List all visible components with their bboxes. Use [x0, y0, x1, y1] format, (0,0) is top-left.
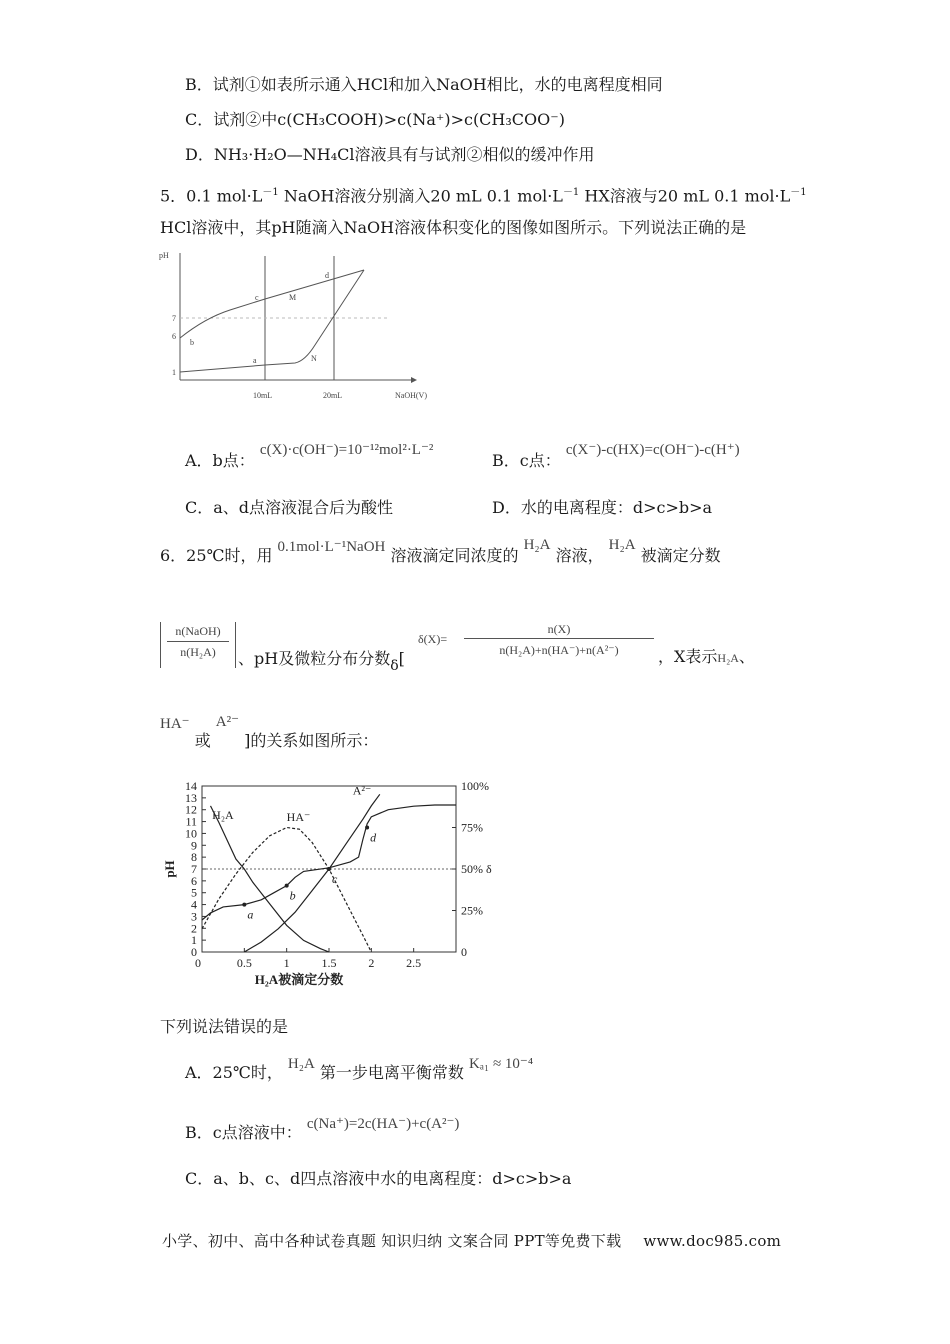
q6-ha: HA⁻: [160, 716, 190, 732]
chart-y-tick-0: 0: [191, 945, 197, 959]
chart-y-tick-10: 10: [185, 826, 197, 841]
chart-point-label-c: c: [332, 872, 338, 886]
graph1-point-d: d: [325, 271, 329, 280]
q5-stem-line2: HCl溶液中，其pH随滴入NaOH溶液体积变化的图像如图所示。下列说法正确的是: [160, 218, 747, 237]
q4-option-b: B．试剂①如表所示通入HCl和加入NaOH相比，水的电离程度相同: [185, 75, 663, 94]
q6-option-b-label: B．c点溶液中：: [185, 1123, 302, 1142]
chart-point-label-d: d: [370, 830, 377, 845]
q6-distribution-chart: [160, 772, 500, 992]
q6-option-a: [185, 1056, 534, 1085]
q5-stem-part3: HX溶液与20 mL 0.1 mol·L: [579, 186, 791, 206]
q6-stem-line3: [160, 714, 379, 750]
chart-series-2: [202, 828, 371, 953]
chart-right-tick-4: 100%: [461, 779, 489, 793]
chart-series-0: [202, 805, 456, 920]
q6-or: 或: [194, 731, 211, 750]
q6-wrong-prompt: 下列说法错误的是: [160, 1017, 289, 1036]
q6-delta-symbol: δ: [390, 658, 399, 674]
chart-point-label-a: a: [247, 907, 254, 922]
q5-option-b-math: c(X⁻)-c(HX)=c(OH⁻)-c(H⁺): [565, 442, 740, 458]
q6-option-b-math: c(Na⁺)=2c(HA⁻)+c(A²⁻): [306, 1116, 460, 1132]
q5-sup-1: －1: [262, 187, 279, 198]
q6-delta-fraction: [464, 620, 654, 661]
q6-option-a-h2a: H₂A: [287, 1056, 315, 1072]
chart-right-tick-0: 0: [461, 945, 467, 959]
q5-option-d: D．水的电离程度：d>c>b>a: [492, 498, 713, 517]
chart-point-label-b: b: [289, 888, 296, 903]
q6-option-a-label: A．25℃时，: [185, 1063, 283, 1082]
graph1-x-tick-20ml: 20mL: [323, 391, 343, 400]
page-footer: [162, 1230, 781, 1251]
q6-delta-formula: [418, 620, 654, 668]
q5-titration-graph: [155, 248, 455, 403]
chart-right-tick-2: 50% δ: [461, 862, 492, 876]
q6-stem-part6: ，X表示: [658, 647, 718, 666]
chart-point-c: [327, 867, 331, 871]
graph1-y-tick-1: 1: [172, 368, 176, 377]
chart-point-d: [365, 826, 369, 830]
q6-option-c: C．a、b、c、d四点溶液中水的电离程度：d>c>b>a: [185, 1169, 572, 1188]
q6-open-bracket: [: [398, 649, 405, 668]
chart-right-tick-3: 75%: [461, 820, 483, 835]
q6-stem-part1: 6．25℃时，用: [160, 546, 273, 565]
chart-y-tick-14: 14: [185, 779, 197, 793]
chart-y-tick-13: 13: [185, 790, 197, 805]
q6-stem-part5: 、pH及微粒分布分数: [238, 649, 391, 668]
q5-stem-line1: [160, 182, 807, 207]
chart-y-tick-6: 6: [191, 873, 197, 888]
q6-option-b: [185, 1116, 460, 1145]
q6-a2: A²⁻: [215, 714, 240, 730]
q6-delta-lhs: δ(X)=: [418, 632, 448, 646]
graph1-y-tick-7: 7: [172, 314, 176, 323]
chart-x-tick-1: 1: [283, 956, 290, 970]
chart-series-1: [211, 806, 330, 952]
q5-option-b-label: B．c点：: [492, 451, 561, 470]
chart-series-label-h2a: H₂A: [212, 808, 234, 823]
q5-option-a: [185, 442, 434, 473]
graph1-x-arrow: [411, 377, 417, 383]
q6-fraction-bar: [167, 641, 229, 642]
q4-option-c-prefix: C．试剂②中: [185, 110, 278, 129]
q6-stem-line2a: [238, 648, 405, 674]
footer-url[interactable]: www.doc985.com: [643, 1232, 782, 1250]
graph1-x-tick-10ml: 10mL: [253, 391, 273, 400]
q5-stem-part2: NaOH溶液分别滴入20 mL 0.1 mol·L: [278, 186, 563, 206]
graph1-y-label: pH: [159, 251, 169, 260]
q5-option-c: C．a、d点溶液混合后为酸性: [185, 498, 394, 517]
q5-option-b: [492, 442, 740, 473]
graph1-x-label: NaOH(V): [395, 391, 427, 400]
chart-x-tick-0.5: 0.5: [236, 956, 252, 970]
q6-fraction-bracket: [160, 622, 236, 668]
q5-option-a-label: A．b点：: [185, 451, 255, 470]
chart-y-tick-12: 12: [185, 802, 197, 817]
chart-x-tick-0: 0: [195, 956, 201, 970]
graph1-curve-hx: [180, 270, 364, 338]
chart-y-tick-11: 11: [185, 814, 197, 829]
chart-y-tick-8: 8: [191, 850, 197, 865]
q4-option-c: [185, 109, 565, 131]
q6-stem-part2: 溶液滴定同浓度的: [390, 546, 519, 565]
chart-x-tick-2.5: 2.5: [406, 956, 422, 970]
q5-sup-2: －1: [562, 187, 580, 198]
chart-y-label: pH: [162, 860, 177, 878]
graph1-point-b: b: [190, 338, 194, 347]
graph1-y-tick-6: 6: [172, 332, 176, 341]
graph1-point-n: N: [311, 354, 317, 363]
chart-right-tick-1: 25%: [461, 903, 483, 918]
q5-sup-3: －1: [790, 187, 807, 198]
graph1-point-m: M: [289, 293, 297, 302]
chart-y-tick-7: 7: [191, 862, 197, 876]
chart-y-tick-3: 3: [191, 909, 197, 924]
footer-text: 小学、初中、高中各种试卷真题 知识归纳 文案合同 PPT等免费下载: [162, 1232, 622, 1250]
chart-y-tick-4: 4: [191, 897, 197, 912]
chart-x-tick-1.5: 1.5: [321, 956, 337, 970]
q6-delta-den: n(H₂A)+n(HA⁻)+n(A²⁻): [499, 643, 619, 657]
q6-option-a-text: 第一步电离平衡常数: [319, 1063, 464, 1082]
q6-delta-num: n(X): [547, 622, 571, 636]
q5-stem-part1: 5．0.1 mol·L: [160, 186, 263, 206]
chart-point-b: [285, 884, 289, 888]
q6-stem-part4: 被滴定分数: [640, 546, 721, 565]
q6-stem-part8: ]的关系如图所示：: [244, 731, 379, 750]
chart-y-tick-5: 5: [191, 885, 197, 900]
q6-fraction-den: n(H₂A): [180, 645, 216, 659]
q6-stem-part3: 溶液，: [555, 546, 604, 565]
graph1-curve-hcl: [180, 270, 364, 372]
q6-h2a-1: H₂A: [523, 537, 551, 553]
q6-option-a-math: Kₐ₁ ≈ 10⁻⁴: [469, 1056, 534, 1072]
q6-stem-line2b: [658, 646, 755, 669]
q4-option-c-math: c(CH₃COOH)>c(Na⁺)>c(CH₃COO⁻): [277, 110, 565, 129]
q6-stem-part7: 、: [738, 647, 755, 666]
chart-series-3: [244, 794, 379, 952]
q6-naoh-conc: 0.1mol·L⁻¹NaOH: [277, 539, 386, 555]
graph1-point-a: a: [253, 356, 257, 365]
q5-option-a-math: c(X)·c(OH⁻)=10⁻¹²mol²·L⁻²: [259, 442, 434, 458]
chart-point-a: [242, 903, 246, 907]
chart-x-tick-2: 2: [368, 956, 375, 970]
q6-h2a-2: H₂A: [608, 537, 636, 553]
chart-y-tick-2: 2: [191, 921, 197, 936]
q4-option-d: D．NH₃·H₂O—NH₄Cl溶液具有与试剂②相似的缓冲作用: [185, 145, 595, 164]
chart-series-label-a2: A²⁻: [352, 783, 372, 798]
chart-y-tick-1: 1: [191, 933, 197, 948]
chart-x-label: H₂A被滴定分数: [254, 972, 344, 987]
q6-fraction-num: n(NaOH): [175, 624, 221, 638]
graph1-point-c: c: [255, 293, 259, 302]
chart-y-tick-9: 9: [191, 838, 197, 853]
q6-h2a-3: H₂A: [717, 651, 739, 665]
chart-series-label-ha: HA⁻: [286, 809, 311, 824]
q6-stem-line1: [160, 537, 721, 568]
